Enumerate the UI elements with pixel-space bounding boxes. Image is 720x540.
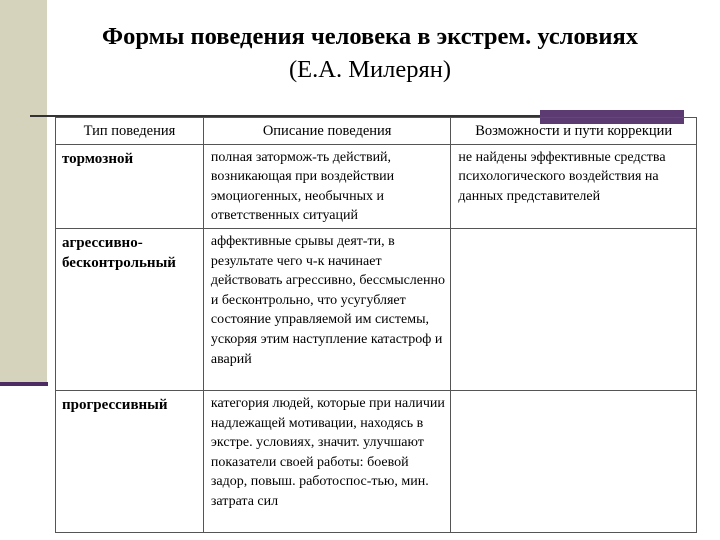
row-description-inhibitory: полная затормож-ть действий, возникающая при воздействии эмоциогенных, необычных и ответственных ситуаций <box>203 144 451 228</box>
slide-title <box>80 20 660 86</box>
row-correction-aggressive <box>451 228 697 390</box>
row-type-aggressive: агрессивно-бесконтрольный <box>56 228 204 390</box>
row-type-inhibitory: тормозной <box>56 144 204 228</box>
slide-title-author: (Е.А. Милерян) <box>289 56 451 83</box>
row-description-aggressive: аффективные срывы деят-ти, в результате чего ч-к начинает действовать агрессивно, бессмысленно и бесконтрольно, что усугубляет состояние управляемой им системы, ускоряя этим наступление катастроф и аварий <box>203 228 451 390</box>
row-description-progressive: категория людей, которые при наличии надлежащей мотивации, находясь в экстре. условиях, значит. улучшают показатели своей работы: боевой задор, повыш. работоспос-тью, мин. затрата сил <box>203 390 451 532</box>
decorative-side-bar <box>0 0 47 386</box>
slide-title-main: Формы поведения человека в экстрем. условиях <box>102 23 638 50</box>
table-row <box>56 228 697 390</box>
table-row <box>56 144 697 228</box>
header-behavior-description: Описание поведения <box>203 118 451 145</box>
header-correction: Возможности и пути коррекции <box>451 118 697 145</box>
row-type-progressive: прогрессивный <box>56 390 204 532</box>
decorative-accent-rule <box>0 382 48 386</box>
table-row <box>56 390 697 532</box>
header-behavior-type: Тип поведения <box>56 118 204 145</box>
row-correction-inhibitory: не найдены эффективные средства психологического воздействия на данных представителей <box>451 144 697 228</box>
row-correction-progressive <box>451 390 697 532</box>
table-header-row <box>56 118 697 145</box>
behavior-table <box>55 117 697 533</box>
